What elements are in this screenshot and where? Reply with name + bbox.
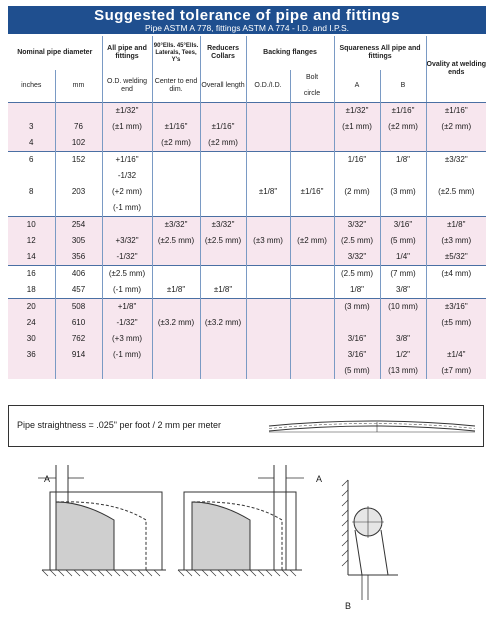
table-cell [290, 102, 334, 119]
table-cell [8, 200, 55, 217]
table-cell [152, 298, 200, 315]
table-row [8, 233, 486, 249]
table-cell: 610 [55, 315, 102, 331]
table-cell [152, 200, 200, 217]
table-cell: (±2.5 mm) [426, 184, 486, 200]
elbow-diagram-1 [34, 460, 174, 580]
table-cell [426, 200, 486, 217]
table-cell [200, 265, 246, 282]
table-cell: (±2.5 mm) [152, 233, 200, 249]
table-cell: ±1/4" [426, 347, 486, 363]
table-cell: 76 [55, 119, 102, 135]
table-cell: (2.5 mm) [334, 265, 380, 282]
table-cell: +3/32" [102, 233, 152, 249]
table-cell: (3 mm) [380, 184, 426, 200]
table-cell: 18 [8, 282, 55, 299]
table-row [8, 168, 486, 184]
table-cell [152, 265, 200, 282]
table-cell: 762 [55, 331, 102, 347]
bent-pipe-diagram [267, 412, 477, 442]
table-cell: (3 mm) [334, 298, 380, 315]
table-cell: 356 [55, 249, 102, 266]
table-cell: (13 mm) [380, 363, 426, 379]
table-cell: 508 [55, 298, 102, 315]
col-backing: Backing flanges [246, 36, 334, 70]
table-cell: -1/32 [102, 168, 152, 184]
table-cell [55, 102, 102, 119]
table-cell [246, 216, 290, 233]
table-cell: +1/16" [102, 151, 152, 168]
table-cell: ±1/32" [102, 102, 152, 119]
table-cell: ±1/8" [152, 282, 200, 299]
table-cell [380, 315, 426, 331]
label-a-1: A [44, 474, 51, 484]
table-cell [246, 298, 290, 315]
table-cell: 152 [55, 151, 102, 168]
col-b: B [380, 70, 426, 102]
table-row [8, 151, 486, 168]
table-cell [8, 102, 55, 119]
table-cell: (±2 mm) [152, 135, 200, 152]
table-cell [246, 363, 290, 379]
table-cell [246, 119, 290, 135]
table-cell [200, 363, 246, 379]
col-bolt-2: circle [303, 89, 321, 97]
table-cell: 1/8" [380, 151, 426, 168]
table-cell: 3 [8, 119, 55, 135]
table-cell [246, 151, 290, 168]
label-b: B [345, 601, 352, 611]
table-cell [152, 347, 200, 363]
table-cell [152, 102, 200, 119]
table-cell: (±1 mm) [102, 119, 152, 135]
table-cell [246, 282, 290, 299]
table-row [8, 184, 486, 200]
table-cell: ±1/8" [426, 216, 486, 233]
table-cell: (±2 mm) [290, 233, 334, 249]
table-cell [334, 200, 380, 217]
table-cell: 406 [55, 265, 102, 282]
table-cell [246, 102, 290, 119]
table-cell [426, 331, 486, 347]
table-cell: ±1/16" [380, 102, 426, 119]
table-cell [290, 298, 334, 315]
table-cell [200, 102, 246, 119]
table-cell: (±3 mm) [426, 233, 486, 249]
table-cell [246, 168, 290, 184]
table-cell: 12 [8, 233, 55, 249]
table-cell: ±1/16" [290, 184, 334, 200]
table-cell [200, 249, 246, 266]
col-ovality: Ovality at welding ends [426, 36, 486, 102]
table-cell: (±2 mm) [426, 119, 486, 135]
table-cell [380, 135, 426, 152]
table-cell: 1/2" [380, 347, 426, 363]
table-cell: 102 [55, 135, 102, 152]
table-cell: 4 [8, 135, 55, 152]
table-cell: (±2 mm) [200, 135, 246, 152]
table-cell [246, 200, 290, 217]
table-cell [102, 135, 152, 152]
table-cell [290, 135, 334, 152]
table-cell: (±2 mm) [380, 119, 426, 135]
table-cell: ±1/8" [200, 282, 246, 299]
table-cell [8, 363, 55, 379]
table-cell [290, 216, 334, 233]
table-row [8, 298, 486, 315]
col-all: All pipe and fittings [102, 36, 152, 70]
table-cell: 3/8" [380, 282, 426, 299]
table-cell [334, 315, 380, 331]
straightness-box [8, 405, 484, 447]
table-cell [246, 265, 290, 282]
table-cell: 3/8" [380, 331, 426, 347]
table-row [8, 282, 486, 299]
table-cell [200, 331, 246, 347]
table-cell: 3/32" [334, 216, 380, 233]
table-cell: 36 [8, 347, 55, 363]
table-cell: ±1/16" [426, 102, 486, 119]
table-cell [200, 184, 246, 200]
table-cell: 20 [8, 298, 55, 315]
table-cell [246, 135, 290, 152]
table-cell [152, 331, 200, 347]
table-cell [426, 282, 486, 299]
table-cell [290, 282, 334, 299]
table-cell: 914 [55, 347, 102, 363]
title-banner [8, 6, 486, 34]
table-cell [290, 331, 334, 347]
table-cell: (±2.5 mm) [102, 265, 152, 282]
col-bolt [290, 70, 334, 102]
table-cell [102, 216, 152, 233]
col-inches: inches [21, 81, 42, 89]
table-row [8, 200, 486, 217]
table-cell: +1/8" [102, 298, 152, 315]
table-cell: 10 [8, 216, 55, 233]
table-cell: 1/16" [334, 151, 380, 168]
table-cell [200, 151, 246, 168]
table-cell [152, 363, 200, 379]
table-cell: (±2.5 mm) [200, 233, 246, 249]
table-cell: ±1/32" [334, 102, 380, 119]
table-cell [290, 151, 334, 168]
col-a: A [334, 70, 380, 102]
col-ells: 90°Ells. 45°Ells. Laterals, Tees, Y's [152, 36, 200, 70]
table-cell: ±3/32" [426, 151, 486, 168]
table-cell [200, 168, 246, 184]
table-cell: (±7 mm) [426, 363, 486, 379]
elbow-diagram-2 [174, 460, 314, 580]
table-cell: (±4 mm) [426, 265, 486, 282]
col-mm: mm [55, 70, 102, 102]
table-row [8, 119, 486, 135]
table-cell [426, 135, 486, 152]
table-cell [246, 315, 290, 331]
table-cell: (±3.2 mm) [152, 315, 200, 331]
col-center: Center to end dim. [152, 70, 200, 102]
table-cell [290, 363, 334, 379]
squareness-diagram [340, 460, 400, 610]
table-cell: 254 [55, 216, 102, 233]
table-cell: 14 [8, 249, 55, 266]
table-row [8, 265, 486, 282]
table-cell [290, 119, 334, 135]
table-cell [152, 249, 200, 266]
table-cell: ±3/16" [426, 298, 486, 315]
table-cell: 24 [8, 315, 55, 331]
table-cell: ±1/8" [246, 184, 290, 200]
table-row [8, 102, 486, 119]
table-cell: (-1 mm) [102, 200, 152, 217]
table-row [8, 249, 486, 266]
table-cell: ±5/32" [426, 249, 486, 266]
table-cell: ±1/16" [200, 119, 246, 135]
table-row [8, 347, 486, 363]
table-cell [152, 151, 200, 168]
table-cell [55, 363, 102, 379]
table-cell: 1/4" [380, 249, 426, 266]
table-cell [290, 347, 334, 363]
table-row [8, 216, 486, 233]
table-cell [380, 200, 426, 217]
table-cell: 305 [55, 233, 102, 249]
table-cell: (±5 mm) [426, 315, 486, 331]
page-subtitle: Pipe ASTM A 778, fittings ASTM A 774 - I.D. and I.P.S. [145, 23, 349, 33]
table-cell [55, 200, 102, 217]
col-nominal: Nominal pipe diameter [17, 49, 93, 56]
table-row [8, 315, 486, 331]
table-row [8, 135, 486, 152]
table-cell: (-1 mm) [102, 347, 152, 363]
table-cell: ±3/32" [152, 216, 200, 233]
table-cell: (-1 mm) [102, 282, 152, 299]
table-cell: (±1 mm) [334, 119, 380, 135]
table-cell: -1/32" [102, 315, 152, 331]
table-cell: (5 mm) [334, 363, 380, 379]
col-overall: Overall length [200, 70, 246, 102]
table-cell: (+2 mm) [102, 184, 152, 200]
table-cell: 3/32" [334, 249, 380, 266]
label-a-2: A [316, 474, 323, 484]
table-cell [290, 315, 334, 331]
table-cell: 8 [8, 184, 55, 200]
table-cell [152, 168, 200, 184]
table-cell [246, 249, 290, 266]
table-cell: 203 [55, 184, 102, 200]
tolerance-table [8, 36, 486, 379]
table-cell [55, 168, 102, 184]
table-row [8, 331, 486, 347]
col-reducers: Reducers Collars [200, 36, 246, 70]
table-cell: (±3 mm) [246, 233, 290, 249]
table-cell: (2.5 mm) [334, 233, 380, 249]
col-odid: O.D./I.D. [246, 70, 290, 102]
table-cell: 16 [8, 265, 55, 282]
table-cell: (±3.2 mm) [200, 315, 246, 331]
table-cell [290, 200, 334, 217]
table-cell: 6 [8, 151, 55, 168]
table-cell [8, 168, 55, 184]
table-cell [426, 168, 486, 184]
table-cell [334, 135, 380, 152]
table-cell: 30 [8, 331, 55, 347]
table-row [8, 363, 486, 379]
table-cell [290, 168, 334, 184]
table-cell: (10 mm) [380, 298, 426, 315]
table-cell: 3/16" [380, 216, 426, 233]
table-cell [200, 298, 246, 315]
col-squareness: Squareness All pipe and fittings [334, 36, 426, 70]
table-cell: (5 mm) [380, 233, 426, 249]
table-cell [200, 347, 246, 363]
table-cell [246, 331, 290, 347]
table-cell: 3/16" [334, 347, 380, 363]
table-cell [290, 265, 334, 282]
table-cell: 3/16" [334, 331, 380, 347]
table-cell: ±3/32" [200, 216, 246, 233]
table-cell [290, 249, 334, 266]
table-cell: (7 mm) [380, 265, 426, 282]
table-cell [200, 200, 246, 217]
table-cell: (2 mm) [334, 184, 380, 200]
table-cell [380, 168, 426, 184]
table-cell: -1/32" [102, 249, 152, 266]
table-cell: 457 [55, 282, 102, 299]
table-cell [152, 184, 200, 200]
col-od: O.D. welding end [102, 70, 152, 102]
table-cell [334, 168, 380, 184]
page-title: Suggested tolerance of pipe and fittings [94, 7, 400, 24]
col-bolt-1: Bolt [305, 73, 319, 81]
table-cell: 1/8" [334, 282, 380, 299]
table-cell [246, 347, 290, 363]
table-cell: (+3 mm) [102, 331, 152, 347]
table-cell: ±1/16" [152, 119, 200, 135]
tolerance-rows [8, 102, 486, 379]
table-cell [102, 363, 152, 379]
straightness-text: Pipe straightness = .025" per foot / 2 mm per meter [17, 420, 222, 430]
